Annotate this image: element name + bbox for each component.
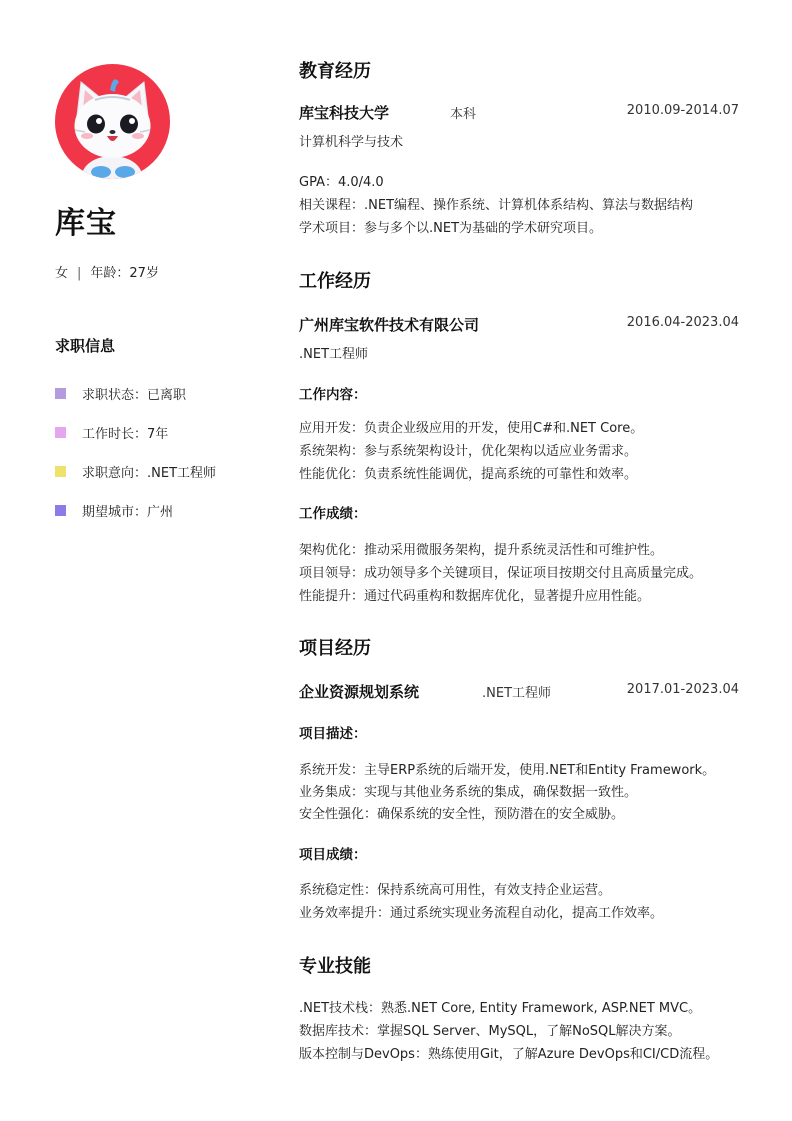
project-desc-item: 业务集成：实现与其他业务系统的集成，确保数据一致性。 <box>299 785 638 800</box>
project-role: .NET工程师 <box>482 686 552 701</box>
education-detail: 学术项目：参与多个以.NET为基础的学术研究项目。 <box>299 221 603 236</box>
skill-item: .NET技术栈：熟悉.NET Core, Entity Framework, ASP.NET MVC。 <box>299 1001 702 1016</box>
work-duration: 工作时长：7年 <box>82 427 169 442</box>
work-achievement-item: 架构优化：推动采用微服务架构，提升系统灵活性和可维护性。 <box>299 543 664 558</box>
work-content-item: 应用开发：负责企业级应用的开发，使用C#和.NET Core。 <box>299 421 644 436</box>
bullet-square-icon <box>55 505 66 516</box>
work-date: 2016.04-2023.04 <box>626 315 739 330</box>
expected-city: 期望城市：广州 <box>82 505 174 520</box>
work-heading: 工作经历 <box>299 271 371 292</box>
skill-item: 版本控制与DevOps：熟练使用Git，了解Azure DevOps和CI/CD流程。 <box>299 1047 719 1062</box>
list-item <box>55 462 216 501</box>
education-date: 2010.09-2014.07 <box>626 103 739 118</box>
bullet-square-icon <box>55 388 66 399</box>
sidebar <box>0 0 260 1121</box>
project-date: 2017.01-2023.04 <box>626 682 739 697</box>
project-result-item: 业务效率提升：通过系统实现业务流程自动化，提高工作效率。 <box>299 906 664 921</box>
degree: 本科 <box>450 107 477 122</box>
education-heading: 教育经历 <box>299 61 371 82</box>
skills-heading: 专业技能 <box>299 956 371 977</box>
list-item <box>55 501 216 540</box>
job-info-heading: 求职信息 <box>55 337 116 355</box>
work-achievements-heading: 工作成绩： <box>299 506 367 522</box>
project-result-item: 系统稳定性：保持系统高可用性，有效支持企业运营。 <box>299 883 612 898</box>
work-achievement-item: 性能提升：通过代码重构和数据库优化，显著提升应用性能。 <box>299 589 651 604</box>
candidate-name: 库宝 <box>55 206 117 241</box>
education-detail: 相关课程：.NET编程、操作系统、计算机体系结构、算法与数据结构 <box>299 198 694 213</box>
work-content-heading: 工作内容： <box>299 387 367 403</box>
company-name: 广州库宝软件技术有限公司 <box>299 316 480 334</box>
project-desc-item: 系统开发：主导ERP系统的后端开发，使用.NET和Entity Framework。 <box>299 763 716 778</box>
work-achievement-item: 项目领导：成功领导多个关键项目，保证项目按期交付且高质量完成。 <box>299 566 703 581</box>
bullet-square-icon <box>55 466 66 477</box>
job-status: 求职状态：已离职 <box>82 388 187 403</box>
major: 计算机科学与技术 <box>299 135 404 150</box>
avatar <box>55 64 170 179</box>
list-item <box>55 384 216 423</box>
bullet-square-icon <box>55 427 66 438</box>
project-heading: 项目经历 <box>299 638 371 659</box>
basic-info <box>55 262 159 281</box>
divider: | <box>77 266 82 281</box>
skill-item: 数据库技术：掌握SQL Server、MySQL，了解NoSQL解决方案。 <box>299 1024 681 1039</box>
cat-mascot-icon <box>55 64 170 179</box>
gender: 女 <box>55 266 69 281</box>
work-role: .NET工程师 <box>299 347 369 362</box>
education-detail: GPA：4.0/4.0 <box>299 175 384 190</box>
age: 年龄：27岁 <box>90 266 159 281</box>
project-desc-heading: 项目描述： <box>299 726 367 742</box>
school-name: 库宝科技大学 <box>299 104 390 122</box>
job-intention: 求职意向：.NET工程师 <box>82 466 217 481</box>
project-results-heading: 项目成绩： <box>299 847 367 863</box>
project-name: 企业资源规划系统 <box>299 683 420 701</box>
list-item <box>55 423 216 462</box>
work-content-item: 系统架构：参与系统架构设计，优化架构以适应业务需求。 <box>299 444 638 459</box>
job-info-list <box>55 384 216 540</box>
work-content-item: 性能优化：负责系统性能调优，提高系统的可靠性和效率。 <box>299 467 638 482</box>
project-desc-item: 安全性强化：确保系统的安全性，预防潜在的安全威胁。 <box>299 807 625 822</box>
